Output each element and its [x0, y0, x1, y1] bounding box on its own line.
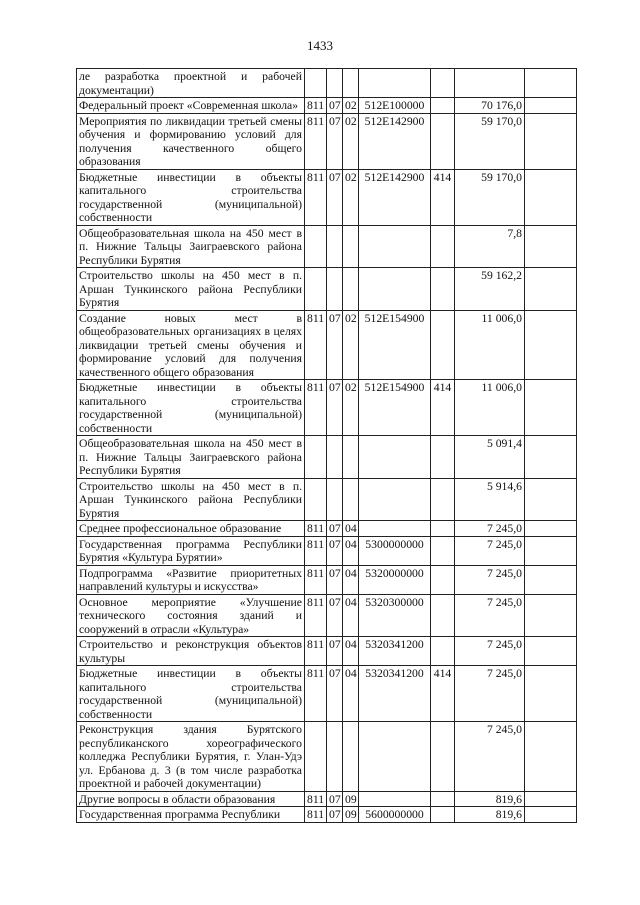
amount: 7 245,0	[455, 722, 525, 792]
code-gr	[305, 268, 327, 311]
empty-cell	[525, 594, 577, 637]
table-row	[77, 169, 577, 225]
code-pr: 09	[343, 791, 359, 807]
code-gr	[305, 69, 327, 98]
code-rz: 07	[327, 169, 343, 225]
table-row	[77, 565, 577, 594]
code-gr: 811	[305, 310, 327, 380]
code-vr	[431, 807, 455, 823]
table-row	[77, 225, 577, 268]
amount: 59 162,2	[455, 268, 525, 311]
code-csr	[359, 521, 431, 537]
code-vr	[431, 478, 455, 521]
amount: 819,6	[455, 807, 525, 823]
amount: 11 006,0	[455, 310, 525, 380]
code-vr	[431, 722, 455, 792]
code-pr: 04	[343, 594, 359, 637]
code-vr	[431, 536, 455, 565]
table-row	[77, 69, 577, 98]
code-rz: 07	[327, 536, 343, 565]
amount: 7,8	[455, 225, 525, 268]
code-pr: 04	[343, 666, 359, 722]
code-gr: 811	[305, 637, 327, 666]
budget-table	[76, 68, 577, 823]
empty-cell	[525, 536, 577, 565]
item-name: Строительство и реконструкция объектов культуры	[77, 637, 305, 666]
amount: 819,6	[455, 791, 525, 807]
table-row	[77, 436, 577, 479]
code-vr	[431, 225, 455, 268]
code-rz: 07	[327, 113, 343, 169]
item-name: Основное мероприятие «Улучшение технического состояния зданий и сооружений в отрасли «Культура»	[77, 594, 305, 637]
code-rz: 07	[327, 98, 343, 114]
code-rz	[327, 69, 343, 98]
code-gr: 811	[305, 536, 327, 565]
code-gr: 811	[305, 521, 327, 537]
code-gr: 811	[305, 565, 327, 594]
table-row	[77, 310, 577, 380]
code-vr	[431, 98, 455, 114]
code-vr: 414	[431, 380, 455, 436]
code-csr	[359, 69, 431, 98]
amount: 7 245,0	[455, 565, 525, 594]
code-rz: 07	[327, 637, 343, 666]
empty-cell	[525, 169, 577, 225]
code-csr	[359, 225, 431, 268]
item-name: Государственная программа Республики	[77, 807, 305, 823]
empty-cell	[525, 722, 577, 792]
code-pr: 02	[343, 113, 359, 169]
item-name: ле разработка проектной и рабочей документации)	[77, 69, 305, 98]
code-rz: 07	[327, 791, 343, 807]
code-rz: 07	[327, 521, 343, 537]
code-gr: 811	[305, 666, 327, 722]
code-gr: 811	[305, 98, 327, 114]
empty-cell	[525, 310, 577, 380]
amount: 7 245,0	[455, 521, 525, 537]
code-rz: 07	[327, 310, 343, 380]
table-row	[77, 521, 577, 537]
empty-cell	[525, 113, 577, 169]
amount: 7 245,0	[455, 666, 525, 722]
code-rz: 07	[327, 594, 343, 637]
table-row	[77, 268, 577, 311]
code-pr	[343, 722, 359, 792]
code-rz: 07	[327, 666, 343, 722]
item-name: Создание новых мест в общеобразовательных организациях в целях ликвидации третьей смены обучения и формирование условий для получения качественного общего образования	[77, 310, 305, 380]
amount: 7 245,0	[455, 637, 525, 666]
code-vr	[431, 565, 455, 594]
code-pr: 04	[343, 637, 359, 666]
amount: 59 170,0	[455, 113, 525, 169]
code-pr: 02	[343, 169, 359, 225]
code-vr	[431, 113, 455, 169]
item-name: Федеральный проект «Современная школа»	[77, 98, 305, 114]
code-pr: 02	[343, 98, 359, 114]
code-gr	[305, 436, 327, 479]
item-name: Общеобразовательная школа на 450 мест в п. Нижние Тальцы Заиграевского района Республики Бурятия	[77, 225, 305, 268]
code-rz	[327, 436, 343, 479]
empty-cell	[525, 521, 577, 537]
amount: 5 091,4	[455, 436, 525, 479]
code-gr: 811	[305, 791, 327, 807]
table-row	[77, 637, 577, 666]
code-pr: 02	[343, 310, 359, 380]
code-rz	[327, 225, 343, 268]
table-row	[77, 807, 577, 823]
empty-cell	[525, 436, 577, 479]
empty-cell	[525, 98, 577, 114]
item-name: Государственная программа Республики Бурятия «Культура Бурятии»	[77, 536, 305, 565]
item-name: Бюджетные инвестиции в объекты капитального строительства государственной (муниципальной) собственности	[77, 380, 305, 436]
table-row	[77, 98, 577, 114]
code-csr: 5320000000	[359, 565, 431, 594]
code-csr: 512E154900	[359, 310, 431, 380]
code-rz	[327, 478, 343, 521]
code-csr	[359, 722, 431, 792]
code-csr: 512E154900	[359, 380, 431, 436]
table-row	[77, 666, 577, 722]
amount	[455, 69, 525, 98]
table-row	[77, 113, 577, 169]
item-name: Строительство школы на 450 мест в п. Аршан Тункинского района Республики Бурятия	[77, 268, 305, 311]
code-vr	[431, 594, 455, 637]
code-pr	[343, 478, 359, 521]
code-gr	[305, 478, 327, 521]
table-row	[77, 722, 577, 792]
code-vr	[431, 791, 455, 807]
code-vr	[431, 69, 455, 98]
code-csr: 5300000000	[359, 536, 431, 565]
code-gr	[305, 722, 327, 792]
code-csr: 5320341200	[359, 637, 431, 666]
code-pr	[343, 225, 359, 268]
empty-cell	[525, 69, 577, 98]
code-rz	[327, 722, 343, 792]
table-row	[77, 594, 577, 637]
code-csr	[359, 791, 431, 807]
table-row	[77, 380, 577, 436]
code-vr	[431, 268, 455, 311]
item-name: Среднее профессиональное образование	[77, 521, 305, 537]
code-csr	[359, 268, 431, 311]
code-csr: 5320341200	[359, 666, 431, 722]
code-vr	[431, 436, 455, 479]
empty-cell	[525, 380, 577, 436]
code-csr	[359, 478, 431, 521]
item-name: Реконструкция здания Бурятского республиканского хореографического колледжа Республики Бурятия, г. Улан-Удэ ул. Ербанова д. 3 (в том числе разработка проектной и рабочей документации)	[77, 722, 305, 792]
code-pr	[343, 69, 359, 98]
code-gr: 811	[305, 113, 327, 169]
amount: 5 914,6	[455, 478, 525, 521]
code-pr: 04	[343, 565, 359, 594]
code-rz: 07	[327, 807, 343, 823]
item-name: Общеобразовательная школа на 450 мест в п. Нижние Тальцы Заиграевского района Республики Бурятия	[77, 436, 305, 479]
code-csr: 512E142900	[359, 113, 431, 169]
amount: 7 245,0	[455, 536, 525, 565]
code-csr: 5320300000	[359, 594, 431, 637]
code-gr: 811	[305, 807, 327, 823]
code-csr	[359, 436, 431, 479]
code-rz: 07	[327, 380, 343, 436]
code-csr: 512E142900	[359, 169, 431, 225]
code-pr	[343, 436, 359, 479]
item-name: Строительство школы на 450 мест в п. Аршан Тункинского района Республики Бурятия	[77, 478, 305, 521]
empty-cell	[525, 666, 577, 722]
empty-cell	[525, 807, 577, 823]
code-vr	[431, 310, 455, 380]
amount: 11 006,0	[455, 380, 525, 436]
code-gr: 811	[305, 380, 327, 436]
code-pr	[343, 268, 359, 311]
table-row	[77, 536, 577, 565]
amount: 59 170,0	[455, 169, 525, 225]
code-gr	[305, 225, 327, 268]
code-rz: 07	[327, 565, 343, 594]
code-rz	[327, 268, 343, 311]
code-gr: 811	[305, 594, 327, 637]
code-pr: 04	[343, 521, 359, 537]
item-name: Другие вопросы в области образования	[77, 791, 305, 807]
amount: 70 176,0	[455, 98, 525, 114]
code-vr	[431, 637, 455, 666]
code-vr: 414	[431, 169, 455, 225]
code-csr: 5600000000	[359, 807, 431, 823]
empty-cell	[525, 565, 577, 594]
empty-cell	[525, 268, 577, 311]
empty-cell	[525, 791, 577, 807]
item-name: Подпрограмма «Развитие приоритетных направлений культуры и искусства»	[77, 565, 305, 594]
item-name: Бюджетные инвестиции в объекты капитального строительства государственной (муниципальной) собственности	[77, 169, 305, 225]
page-number: 1433	[307, 38, 333, 53]
code-pr: 02	[343, 380, 359, 436]
empty-cell	[525, 225, 577, 268]
item-name: Мероприятия по ликвидации третьей смены обучения и формированию условий для получения качественного общего образования	[77, 113, 305, 169]
code-vr	[431, 521, 455, 537]
item-name: Бюджетные инвестиции в объекты капитального строительства государственной (муниципальной) собственности	[77, 666, 305, 722]
code-gr: 811	[305, 169, 327, 225]
code-csr: 512E100000	[359, 98, 431, 114]
code-vr: 414	[431, 666, 455, 722]
empty-cell	[525, 637, 577, 666]
empty-cell	[525, 478, 577, 521]
code-pr: 04	[343, 536, 359, 565]
amount: 7 245,0	[455, 594, 525, 637]
code-pr: 09	[343, 807, 359, 823]
table-row	[77, 478, 577, 521]
table-row	[77, 791, 577, 807]
